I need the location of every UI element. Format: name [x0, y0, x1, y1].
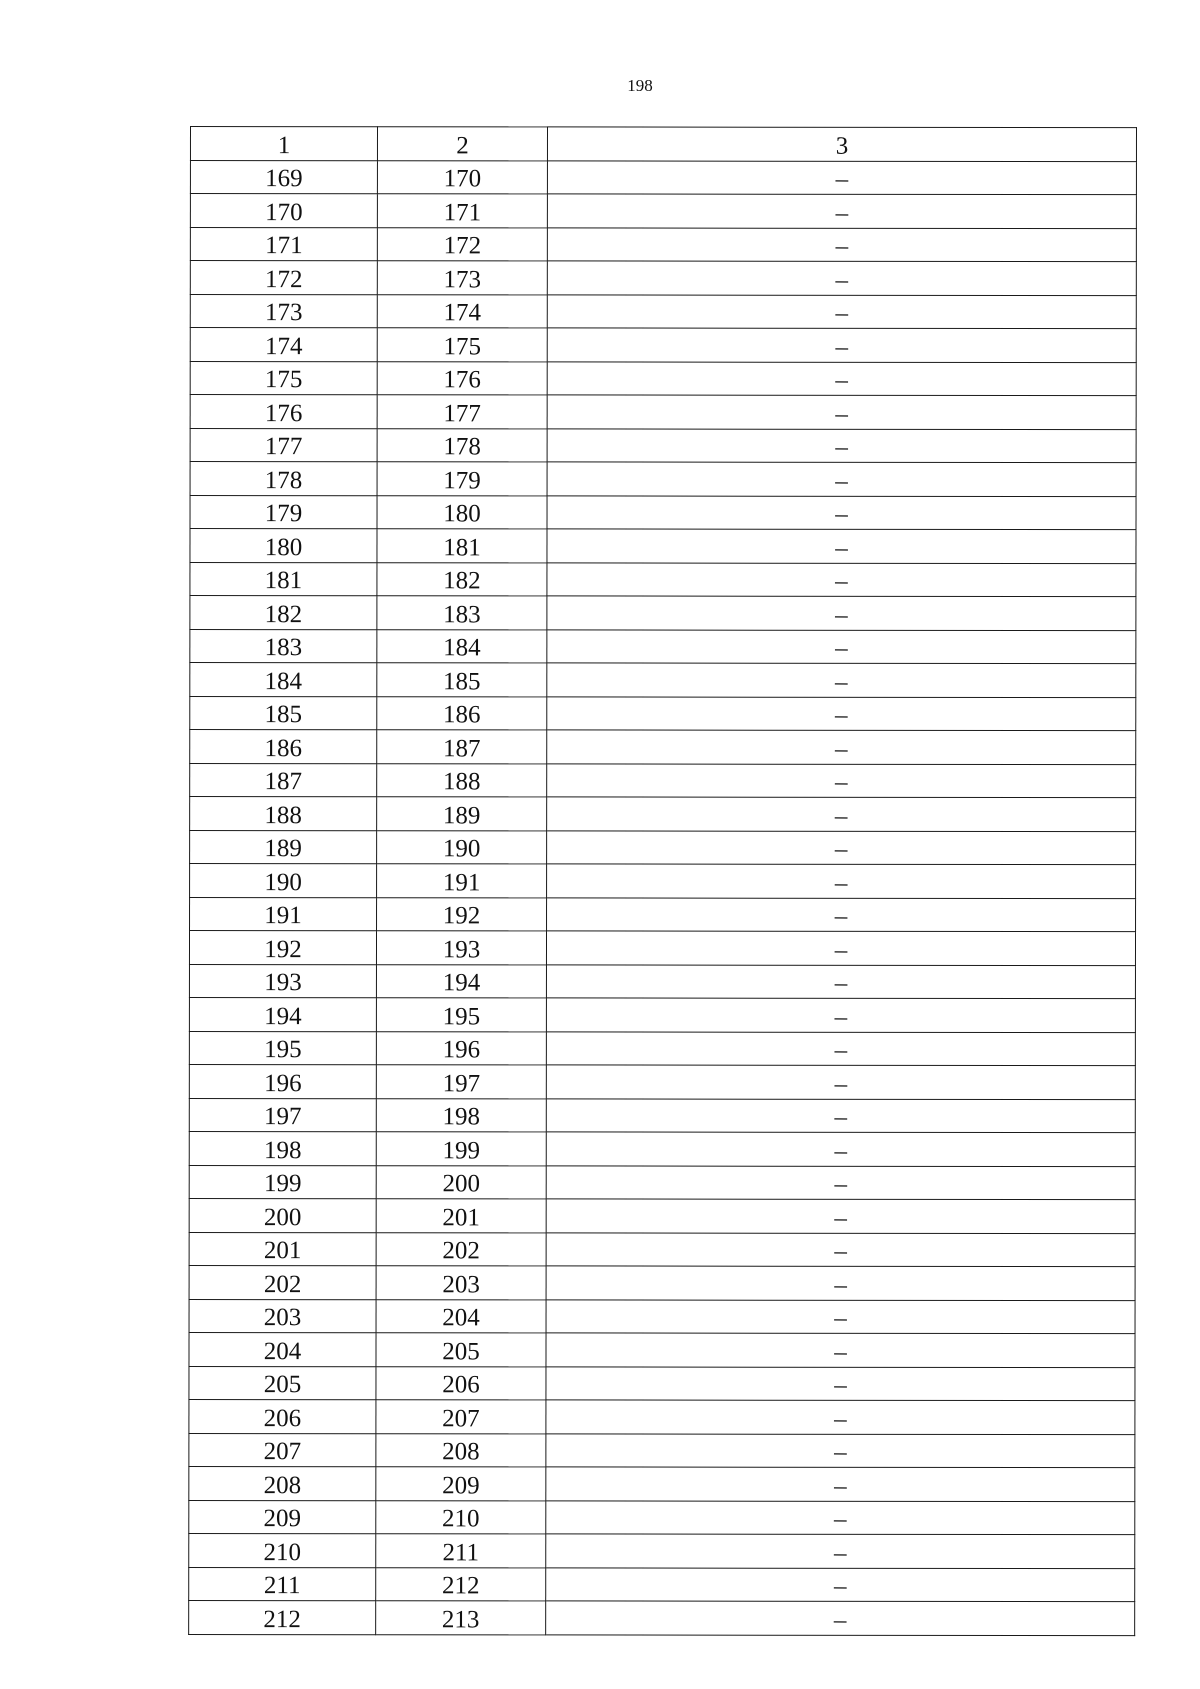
table-row [190, 529, 1136, 564]
table-cell-col-1: 209 [189, 1500, 376, 1534]
table-cell-col-1: 186 [190, 730, 377, 764]
table-cell-col-1: 184 [190, 663, 377, 697]
table-cell-col-2: 210 [376, 1500, 546, 1534]
table-cell-col-2: 191 [377, 864, 547, 898]
table-cell-col-3: – [547, 897, 1136, 931]
table-row [189, 1567, 1135, 1602]
table-row [190, 797, 1136, 832]
table-cell-col-1: 196 [189, 1064, 376, 1098]
table-cell-col-2: 198 [376, 1098, 546, 1132]
table-cell-col-2: 206 [376, 1366, 546, 1400]
table-cell-col-1: 210 [189, 1533, 376, 1567]
table-cell-col-2: 173 [377, 261, 547, 295]
table-cell-col-3: – [546, 1232, 1135, 1266]
header-row [190, 127, 1136, 162]
table-row [190, 830, 1136, 865]
table-row [190, 763, 1136, 798]
table-cell-col-3: – [546, 1031, 1135, 1065]
column-header-2: 2 [377, 127, 547, 161]
table-cell-col-1: 189 [190, 830, 377, 864]
table-cell-col-2: 203 [376, 1266, 546, 1300]
table-cell-col-1: 175 [190, 361, 377, 395]
table-row [189, 1600, 1135, 1635]
table-cell-col-1: 191 [190, 897, 377, 931]
table-cell-col-1: 172 [190, 261, 377, 295]
table-cell-col-3: – [547, 361, 1136, 395]
table-cell-col-3: – [547, 830, 1136, 864]
table-cell-col-3: – [547, 227, 1136, 261]
table-cell-col-2: 182 [377, 562, 547, 596]
table-cell-col-2: 193 [376, 931, 546, 965]
table-row [189, 1299, 1135, 1334]
table-cell-col-2: 180 [377, 495, 547, 529]
table-cell-col-2: 189 [377, 797, 547, 831]
table-cell-col-2: 187 [377, 730, 547, 764]
table-cell-col-3: – [547, 328, 1136, 362]
table-cell-col-1: 208 [189, 1466, 376, 1500]
table-cell-col-3: – [546, 1065, 1135, 1099]
page-number: 198 [627, 76, 653, 95]
table-cell-col-2: 208 [376, 1433, 546, 1467]
table-row [189, 1265, 1135, 1300]
table-row [190, 160, 1136, 195]
table-cell-col-3: – [546, 1299, 1135, 1333]
table-cell-col-3: – [546, 1601, 1135, 1635]
table-cell-col-1: 199 [189, 1165, 376, 1199]
table-row [190, 328, 1136, 363]
table-cell-col-2: 184 [377, 629, 547, 663]
table-cell-col-2: 209 [376, 1467, 546, 1501]
table-cell-col-1: 201 [189, 1232, 376, 1266]
table-cell-col-1: 204 [189, 1332, 376, 1366]
table-row [189, 964, 1135, 999]
table-cell-col-1: 207 [189, 1433, 376, 1467]
table-cell-col-2: 201 [376, 1199, 546, 1233]
table-cell-col-3: – [547, 797, 1136, 831]
table-cell-col-2: 188 [377, 763, 547, 797]
table-row [189, 1031, 1135, 1066]
table-row [190, 227, 1136, 262]
table-cell-col-1: 178 [190, 462, 377, 496]
table-cell-col-3: – [546, 1567, 1135, 1601]
table-cell-col-1: 182 [190, 596, 377, 630]
table-cell-col-1: 181 [190, 562, 377, 596]
table-cell-col-1: 187 [190, 763, 377, 797]
table-cell-col-2: 211 [376, 1534, 546, 1568]
table-cell-col-2: 179 [377, 462, 547, 496]
table-cell-col-1: 200 [189, 1198, 376, 1232]
table-row [190, 361, 1136, 396]
table-cell-col-3: – [547, 663, 1136, 697]
table-cell-col-3: – [547, 629, 1136, 663]
table-row [189, 1500, 1135, 1535]
table-cell-col-1: 185 [190, 696, 377, 730]
table-cell-col-1: 173 [190, 294, 377, 328]
table-row [190, 462, 1136, 497]
table-cell-col-1: 203 [189, 1299, 376, 1333]
table-row [189, 1165, 1135, 1200]
table-cell-col-1: 205 [189, 1366, 376, 1400]
table-cell-col-1: 188 [190, 797, 377, 831]
table-row [189, 1232, 1135, 1267]
table-cell-col-1: 169 [190, 160, 377, 194]
table-cell-col-2: 174 [377, 294, 547, 328]
table-cell-col-3: – [547, 428, 1136, 462]
table-cell-col-1: 195 [189, 1031, 376, 1065]
table-header [190, 127, 1136, 162]
table-cell-col-1: 206 [189, 1399, 376, 1433]
table-cell-col-3: – [546, 1400, 1135, 1434]
table-cell-col-3: – [546, 931, 1135, 965]
table-cell-col-3: – [547, 864, 1136, 898]
table-row [189, 1131, 1135, 1166]
table-cell-col-2: 202 [376, 1232, 546, 1266]
table-cell-col-3: – [546, 1098, 1135, 1132]
table-row [189, 1198, 1135, 1233]
table-cell-col-2: 178 [377, 428, 547, 462]
table-row [190, 294, 1136, 329]
table-cell-col-2: 197 [376, 1065, 546, 1099]
column-header-1: 1 [190, 127, 377, 161]
data-table [188, 126, 1137, 1636]
table-cell-col-3: – [547, 562, 1136, 596]
table-cell-col-3: – [547, 763, 1136, 797]
table-cell-col-1: 211 [189, 1567, 376, 1601]
table-cell-col-1: 177 [190, 428, 377, 462]
table-cell-col-2: 199 [376, 1132, 546, 1166]
table-cell-col-3: – [546, 1333, 1135, 1367]
table-cell-col-3: – [547, 194, 1136, 228]
table-row [190, 897, 1136, 932]
table-cell-col-2: 213 [376, 1601, 546, 1635]
table-row [189, 1332, 1135, 1367]
table-row [189, 1399, 1135, 1434]
table-cell-col-3: – [547, 495, 1136, 529]
table-cell-col-2: 190 [377, 830, 547, 864]
table-cell-col-1: 192 [189, 931, 376, 965]
table-cell-col-1: 174 [190, 328, 377, 362]
table-row [189, 1098, 1135, 1133]
table-cell-col-2: 175 [377, 328, 547, 362]
table-cell-col-3: – [547, 696, 1136, 730]
table-cell-col-2: 177 [377, 395, 547, 429]
table-cell-col-2: 176 [377, 361, 547, 395]
table-cell-col-2: 192 [377, 897, 547, 931]
table-row [189, 1533, 1135, 1568]
table-cell-col-3: – [547, 261, 1136, 295]
table-cell-col-1: 183 [190, 629, 377, 663]
table-cell-col-2: 171 [377, 194, 547, 228]
table-cell-col-1: 212 [189, 1600, 376, 1634]
table-cell-col-3: – [546, 1467, 1135, 1501]
table-cell-col-3: – [546, 1266, 1135, 1300]
table-cell-col-3: – [547, 529, 1136, 563]
table-cell-col-1: 171 [190, 227, 377, 261]
table-cell-col-3: – [547, 294, 1136, 328]
table-cell-col-3: – [546, 1500, 1135, 1534]
table-cell-col-2: 194 [376, 964, 546, 998]
table-row [190, 562, 1136, 597]
table-row [190, 864, 1136, 899]
table-cell-col-3: – [547, 395, 1136, 429]
table-body [189, 160, 1137, 1635]
table-cell-col-1: 193 [189, 964, 376, 998]
table-cell-col-3: – [546, 1199, 1135, 1233]
table-cell-col-2: 204 [376, 1299, 546, 1333]
table-row [189, 931, 1135, 966]
table-cell-col-3: – [546, 1165, 1135, 1199]
table-cell-col-1: 179 [190, 495, 377, 529]
table-cell-col-3: – [546, 998, 1135, 1032]
table-row [190, 194, 1136, 229]
table-cell-col-1: 197 [189, 1098, 376, 1132]
table-row [190, 395, 1136, 430]
table-cell-col-3: – [547, 730, 1136, 764]
table-cell-col-2: 172 [377, 227, 547, 261]
table-row [189, 1433, 1135, 1468]
table-cell-col-2: 186 [377, 696, 547, 730]
table-cell-col-3: – [546, 1366, 1135, 1400]
table-cell-col-3: – [547, 596, 1136, 630]
table-cell-col-1: 198 [189, 1131, 376, 1165]
table-cell-col-2: 207 [376, 1400, 546, 1434]
table-row [189, 1466, 1135, 1501]
table-cell-col-2: 170 [377, 160, 547, 194]
table-row [190, 495, 1136, 530]
table-cell-col-2: 212 [376, 1567, 546, 1601]
table-cell-col-1: 180 [190, 529, 377, 563]
table-cell-col-3: – [547, 160, 1136, 194]
table-cell-col-3: – [546, 1534, 1135, 1568]
table-cell-col-3: – [547, 462, 1136, 496]
table-cell-col-1: 202 [189, 1265, 376, 1299]
table-cell-col-2: 195 [376, 998, 546, 1032]
table-cell-col-3: – [546, 1132, 1135, 1166]
table-cell-col-2: 185 [377, 663, 547, 697]
table-row [189, 1064, 1135, 1099]
table-row [190, 596, 1136, 631]
table-row [189, 1366, 1135, 1401]
table-cell-col-2: 183 [377, 596, 547, 630]
table-row [190, 663, 1136, 698]
table-cell-col-1: 194 [189, 997, 376, 1031]
table-cell-col-1: 176 [190, 395, 377, 429]
table-cell-col-3: – [546, 964, 1135, 998]
table-row [190, 428, 1136, 463]
table-cell-col-1: 170 [190, 194, 377, 228]
column-header-3: 3 [547, 127, 1136, 161]
table-row [190, 261, 1136, 296]
table-cell-col-1: 190 [190, 864, 377, 898]
table-cell-col-2: 205 [376, 1333, 546, 1367]
table-cell-col-3: – [546, 1433, 1135, 1467]
table-row [189, 997, 1135, 1032]
table-cell-col-2: 181 [377, 529, 547, 563]
table-row [190, 730, 1136, 765]
table-cell-col-2: 200 [376, 1165, 546, 1199]
table-row [190, 629, 1136, 664]
table-row [190, 696, 1136, 731]
table-cell-col-2: 196 [376, 1031, 546, 1065]
